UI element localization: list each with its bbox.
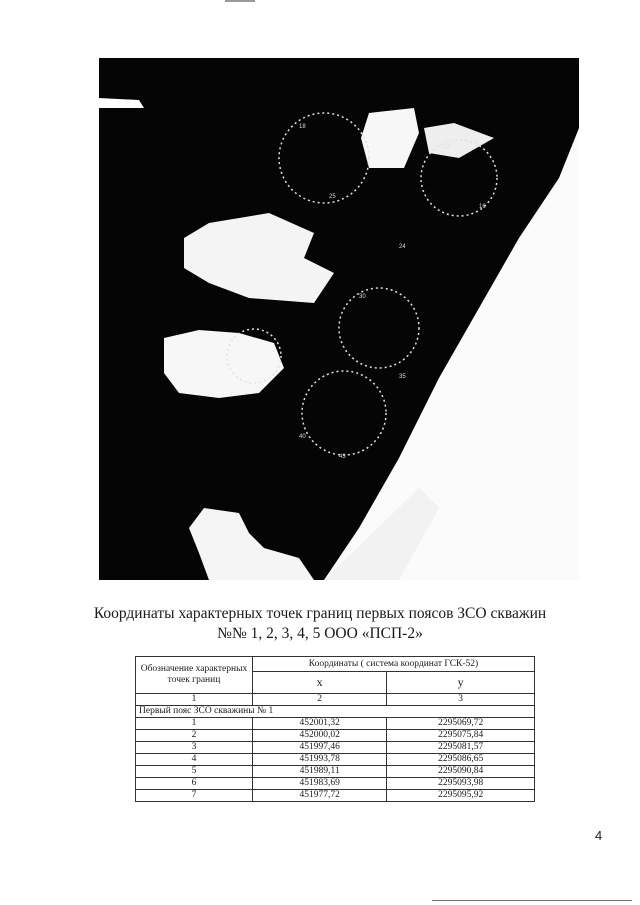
coord-x: 452001,32 [253,718,387,730]
scan-artifact [225,0,255,2]
section-title: Первый пояс ЗСО скважины № 1 [136,706,535,718]
coord-x: 451977,72 [253,790,387,802]
point-number: 1 [136,718,253,730]
page-number: 4 [595,828,603,843]
coord-x: 451989,11 [253,766,387,778]
table-caption [80,604,560,644]
coordinates-table [135,656,535,802]
point-number: 7 [136,790,253,802]
header-points-label: Обозначение характерных точек границ [136,657,253,694]
map-label: 12 [444,144,451,150]
index-cell: 2 [253,694,387,706]
caption-line-2: №№ 1, 2, 3, 4, 5 ООО «ПСП-2» [217,625,423,642]
coord-x: 451993,78 [253,754,387,766]
map-label: 16 [479,204,486,210]
coord-y: 2295069,72 [387,718,535,730]
point-number: 5 [136,766,253,778]
coord-y: 2295075,84 [387,730,535,742]
map-label: 40 [299,434,306,440]
header-y: у [387,672,535,694]
map-label: 18 [299,124,306,130]
coord-x: 451983,69 [253,778,387,790]
table-row [136,790,535,802]
index-cell: 3 [387,694,535,706]
coord-x: 451997,46 [253,742,387,754]
map-image [99,58,579,580]
coord-y: 2295086,65 [387,754,535,766]
table-row [136,730,535,742]
map-label: 30 [359,294,366,300]
caption-line-1: Координаты характерных точек границ первых поясов ЗСО скважин [93,605,547,622]
scan-artifact-line [432,900,632,901]
table-row [136,778,535,790]
point-number: 6 [136,778,253,790]
point-number: 4 [136,754,253,766]
coord-y: 2295093,98 [387,778,535,790]
index-row [136,694,535,706]
table-row [136,718,535,730]
table-row [136,742,535,754]
point-number: 2 [136,730,253,742]
map-graphic [99,58,579,580]
coord-y: 2295090,84 [387,766,535,778]
table-row [136,766,535,778]
map-label: 24 [399,244,406,250]
coord-y: 2295095,92 [387,790,535,802]
coord-x: 452000,02 [253,730,387,742]
header-coordinates: Координаты ( система координат ГСК-52) [253,657,535,672]
point-number: 3 [136,742,253,754]
index-cell: 1 [136,694,253,706]
coord-y: 2295081,57 [387,742,535,754]
map-label: 25 [329,194,336,200]
header-x: x [253,672,387,694]
map-label: 43 [339,454,346,460]
map-label: 35 [399,374,406,380]
table-row [136,754,535,766]
